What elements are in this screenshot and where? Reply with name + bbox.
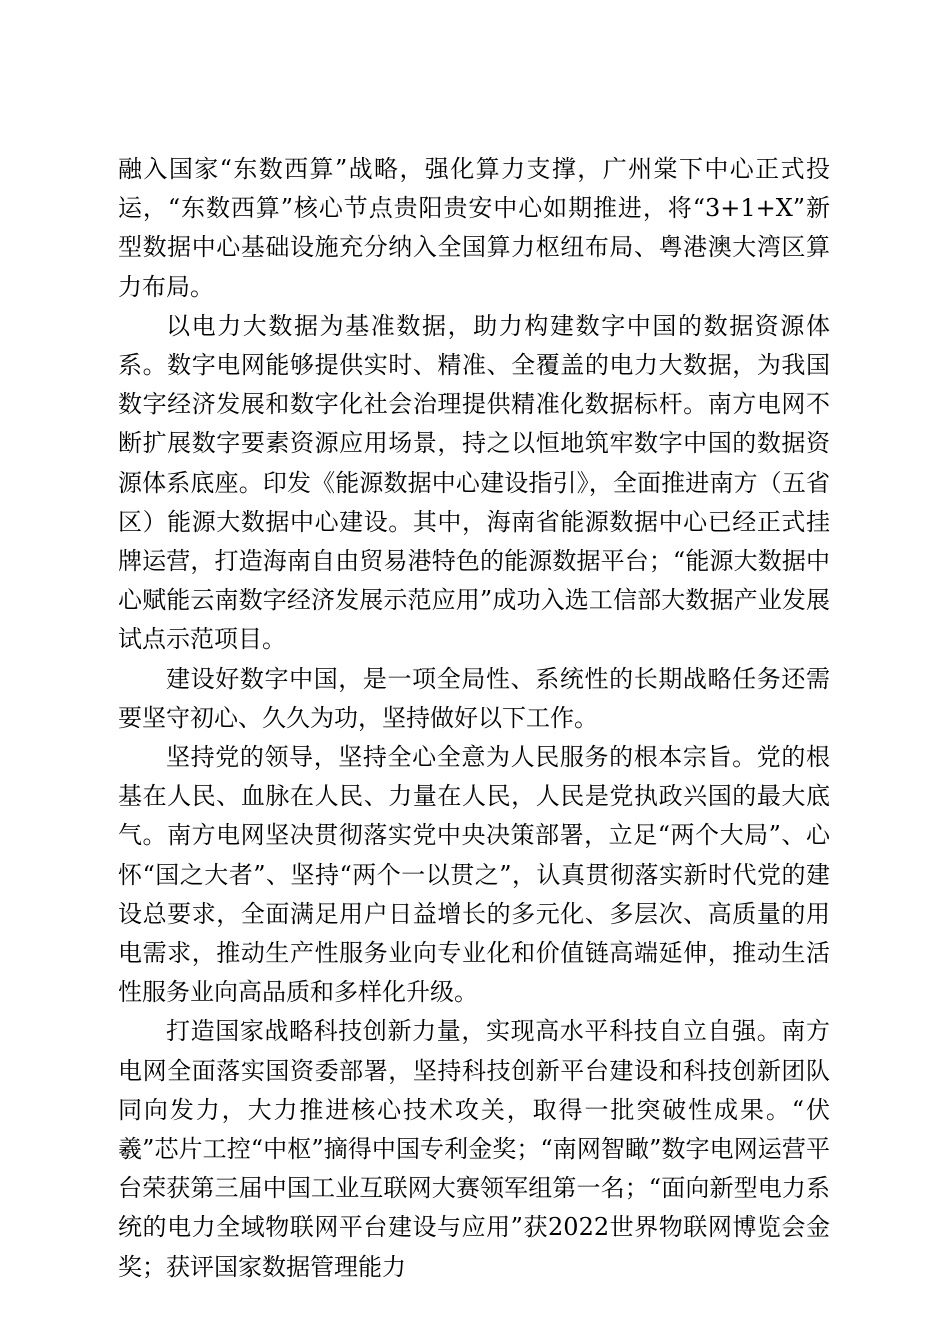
paragraph-digital-china-task: 建设好数字中国，是一项全局性、系统性的长期战略任务还需要坚守初心、久久为功，坚持做好以下工作。 (118, 664, 830, 732)
document-body (118, 150, 830, 1287)
paragraph-party-leadership: 坚持党的领导，坚持全心全意为人民服务的根本宗旨。党的根基在人民、血脉在人民、力量在人民，人民是党执政兴国的最大底气。南方电网坚决贯彻落实党中央决策部署，立足“两个大局”、心怀“国之大者”、坚持“两个一以贯之”，认真贯彻落实新时代党的建设总要求，全面满足用户日益增长的多元化、多层次、高质量的用电需求，推动生产性服务业向专业化和价值链高端延伸，推动生活性服务业向高品质和多样化升级。 (118, 743, 830, 1007)
paragraph-power-big-data: 以电力大数据为基准数据，助力构建数字中国的数据资源体系。数字电网能够提供实时、精准、全覆盖的电力大数据，为我国数字经济发展和数字化社会治理提供精准化数据标杆。南方电网不断扩展数字要素资源应用场景，持之以恒地筑牢数字中国的数据资源体系底座。印发《能源数据中心建设指引》，全面推进南方（五省区）能源大数据中心建设。其中，海南省能源数据中心已经正式挂牌运营，打造海南自由贸易港特色的能源数据平台；“能源大数据中心赋能云南数字经济发展示范应用”成功入选工信部大数据产业发展试点示范项目。 (118, 311, 830, 654)
paragraph-east-data-west-computing: 融入国家“东数西算”战略，强化算力支撑，广州棠下中心正式投运，“东数西算”核心节点贵阳贵安中心如期推进，将“3+1+X”新型数据中心基础设施充分纳入全国算力枢纽布局、粤港澳大湾区算力布局。 (118, 155, 830, 301)
paragraph-tech-innovation: 打造国家战略科技创新力量，实现高水平科技自立自强。南方电网全面落实国资委部署，坚持科技创新平台建设和科技创新团队同向发力，大力推进核心技术攻关，取得一批突破性成果。“伏羲”芯片工控“中枢”摘得中国专利金奖；“南网智瞰”数字电网运营平台荣获第三届中国工业互联网大赛领军组第一名；“面向新型电力系统的电力全域物联网平台建设与应用”获2022世界物联网博览会金奖；获评国家数据管理能力 (118, 1017, 830, 1281)
